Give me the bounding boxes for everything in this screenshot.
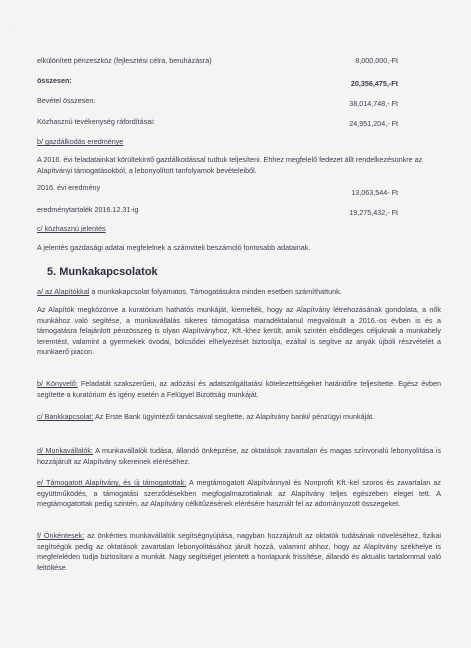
partner-f-title: f/ Önkéntesek: <box>37 531 85 540</box>
section-c-title: c/ közhasznú jelentés <box>37 224 106 233</box>
line1-value: 8,000,000,-Ft <box>355 56 398 65</box>
partner-a-text: a munkakapcsolat folyamatos. Támogatásukra minden esetben számíthattunk. <box>89 287 342 296</box>
partner-d-text: A munkavállalók tudása, állandó önképzése, az oktatások zavartalan és magas színvonalú lebonyolítása is hozzájárult az Alapítvány sikereinek eléréséhez. <box>37 446 441 466</box>
partner-a-line <box>37 287 441 298</box>
partner-a-paragraph: Az Alapítók megközönve a kuratórium hathatós munkáját, kiemelték, hogy az Alapítvány létrehozásának gondolata, a nők munkához való segítése, a munkavállalás sikeres támogatása maradéktalanul megvalósult a 2016.-os évben is és a támogatásra felajánlott pénzösszeg is olyan Alapítványhoz, Kft.-khez került, amik szintén elsődleges céljuknak a munkahely teremtést, valamint a gyermekek óvodai, bölcsődei elhelyezését biztosítja, ezáltal is segítve az anyák újbóli részvételét a munkaerő piacon. <box>37 305 441 357</box>
partner-d-paragraph <box>37 446 441 467</box>
section-b-title: b/ gazdálkodás eredménye <box>37 137 124 146</box>
partner-a-title: a/ az Alapítókkal <box>37 287 90 296</box>
line1-label: elkülönített pénzeszköz (fejlesztési célra, beruházásra) <box>37 56 212 65</box>
income-label: Bevétel összesen: <box>37 96 96 105</box>
partner-c-title: c/ Bankkapcsolat: <box>37 412 94 421</box>
partner-c-text: Az Erste Bank ügyintézői tanácsaival segítette, az Alapítvány banki/ pénzügyi munkáját. <box>93 412 375 421</box>
partner-d-title: d/ Munkavállalók: <box>37 446 94 455</box>
section-c-text: A jelentés gazdasági adatai megfelelnek a számviteli beszámoló fontosabb adatainak. <box>37 243 311 252</box>
reserve-label: eredménytartalék 2016.12.31-ig <box>37 205 139 214</box>
partner-b-text: Feladatát szakszerűen, az adózási és adatszolgáltatási kötelezettségeket határidőre teljesítette. Egész évben segítette a kuratórium és igény esetén a Felügyel Bizottság munkáját. <box>37 379 441 399</box>
expense-label: Közhasznú tevékenység ráfordításai: <box>37 117 155 126</box>
sum-label: összesen: <box>37 76 72 85</box>
result-value: 13,063,544- Ft <box>351 188 398 197</box>
partner-e-paragraph <box>37 478 441 510</box>
result-label: 2016. évi eredmény <box>37 183 101 192</box>
partner-e-title: e/ Támogatott Alapítvány, és új támogatottak: <box>37 478 187 487</box>
income-value: 38,014,748,- Ft <box>349 99 398 108</box>
partner-f-text: az önkéntes munkavállalók segítségnyújtása, nagyban hozzájárult az oktatók tudásának növeléséhez, fizikai segítségük pedig az oktatások zavartalan lebonyolításához járult hozzá, valamint ahhoz, hogy az Alapítvány székhelye is megfeleléden tudja biztosítani a munkát. Nagy segítséget jelentett a honlapunk frissítése, állandó és aktuális tartalommal való feltöltése. <box>37 531 441 572</box>
partner-e-text: A megtámogatott Alapítvánnyal és Nonprofit Kft.-kel szoros és zavartalan az együttműködés, a támogatási szerződésekben megfogalmazottaknak az Alapítvány teljes egészében eleget tett. A megtámogatottak pedig szintén, az Alapítvány célkitűzésének elérésére használt fel az adományozott összegeket. <box>37 478 441 509</box>
section-heading: 5. Munkakapcsolatok <box>47 266 158 278</box>
reserve-value: 19,275,432,- Ft <box>349 208 398 217</box>
partner-b-title: b/ Könyvelő: <box>37 379 78 388</box>
partner-b-paragraph <box>37 379 441 400</box>
section-b-text: A 2016. évi feladatainkat körültekintő gazdálkodással tudtuk teljesíteni. Ehhez megfelelő fedezet állt rendelkezésünkre az Alapítványi támogatásokból, a lebonyolított tanfolyamok bevételeiből. <box>37 155 423 175</box>
partner-c-paragraph <box>37 412 441 423</box>
sum-value: 20,356,475,-Ft <box>350 79 398 88</box>
scan-mark: ˙ <box>14 30 16 36</box>
partner-f-paragraph <box>37 531 441 573</box>
expense-value: 24,951,204,- Ft <box>349 119 398 128</box>
